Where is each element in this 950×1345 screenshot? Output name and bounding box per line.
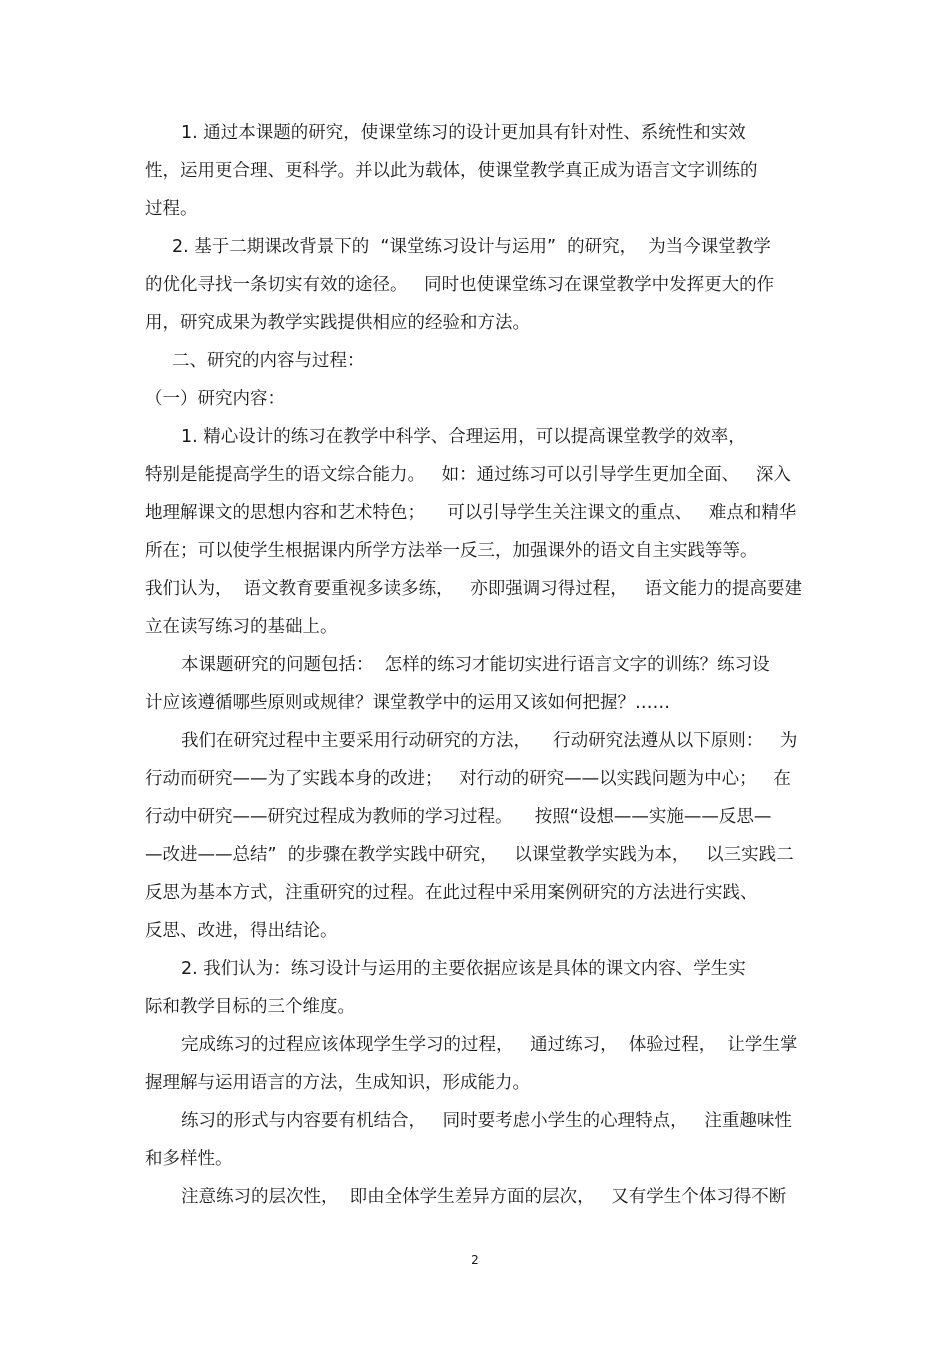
text-line: 地理解课文的思想内容和艺术特色； 可以引导学生关注课文的重点、 难点和精华 bbox=[145, 503, 797, 523]
text-line: 行动中研究——研究过程成为教师的学习过程。 按照“设想——实施——反思— bbox=[145, 807, 772, 827]
text-line: 行动而研究——为了实践本身的改进； 对行动的研究——以实践问题为中心； 在 bbox=[145, 769, 791, 789]
text-line: 我们在研究过程中主要采用行动研究的方法， 行动研究法遵从以下原则： 为 bbox=[181, 731, 798, 751]
text-line: 的优化寻找一条切实有效的途径。 同时也使课堂练习在课堂教学中发挥更大的作 bbox=[145, 275, 775, 295]
text-line: 2. 我们认为：练习设计与运用的主要依据应该是具体的课文内容、学生实 bbox=[181, 959, 746, 979]
text-line: 性，运用更合理、更科学。并以此为载体，使课堂教学真正成为语言文字训练的 bbox=[145, 161, 758, 181]
text-line: 完成练习的过程应该体现学生学习的过程， 通过练习， 体验过程， 让学生掌 bbox=[181, 1035, 798, 1055]
text-line: 用，研究成果为教学实践提供相应的经验和方法。 bbox=[145, 313, 530, 333]
text-line: 反思为基本方式，注重研究的过程。在此过程中采用案例研究的方法进行实践、 bbox=[145, 883, 758, 903]
section-heading: 二、研究的内容与过程： bbox=[172, 351, 365, 371]
text-line: 和多样性。 bbox=[145, 1149, 233, 1169]
text-line: 1. 精心设计的练习在教学中科学、合理运用，可以提高课堂教学的效率， bbox=[181, 427, 746, 447]
text-line: 立在读写练习的基础上。 bbox=[145, 617, 338, 637]
text-line: 我们认为， 语文教育要重视多读多练， 亦即强调习得过程， 语文能力的提高要建 bbox=[145, 579, 802, 599]
text-line: 过程。 bbox=[145, 199, 198, 219]
subsection-heading: （一）研究内容： bbox=[145, 389, 285, 409]
text-line: 练习的形式与内容要有机结合， 同时要考虑小学生的心理特点， 注重趣味性 bbox=[181, 1111, 792, 1131]
page-number: 2 bbox=[471, 1253, 479, 1267]
text-line: —改进——总结” 的步骤在教学实践中研究， 以课堂教学实践为本， 以三实践二 bbox=[145, 845, 794, 865]
text-line: 所在；可以使学生根据课内所学方法举一反三，加强课外的语文自主实践等等。 bbox=[145, 541, 758, 561]
text-line: 际和教学目标的三个维度。 bbox=[145, 997, 355, 1017]
text-line: 本课题研究的问题包括： 怎样的练习才能切实进行语言文字的训练？练习设 bbox=[181, 655, 770, 675]
text-line: 2. 基于二期课改背景下的 “课堂练习设计与运用” 的研究， 为当今课堂教学 bbox=[172, 237, 771, 257]
text-line: 1. 通过本课题的研究，使课堂练习的设计更加具有针对性、系统性和实效 bbox=[181, 123, 746, 143]
text-line: 反思、改进，得出结论。 bbox=[145, 921, 338, 941]
text-line: 注意练习的层次性， 即由全体学生差异方面的层次， 又有学生个体习得不断 bbox=[181, 1187, 787, 1207]
text-line: 握理解与运用语言的方法，生成知识，形成能力。 bbox=[145, 1073, 530, 1093]
text-line: 特别是能提高学生的语文综合能力。 如：通过练习可以引导学生更加全面、 深入 bbox=[145, 465, 791, 485]
text-line: 计应该遵循哪些原则或规律？课堂教学中的运用又该如何把握？…… bbox=[145, 693, 670, 713]
